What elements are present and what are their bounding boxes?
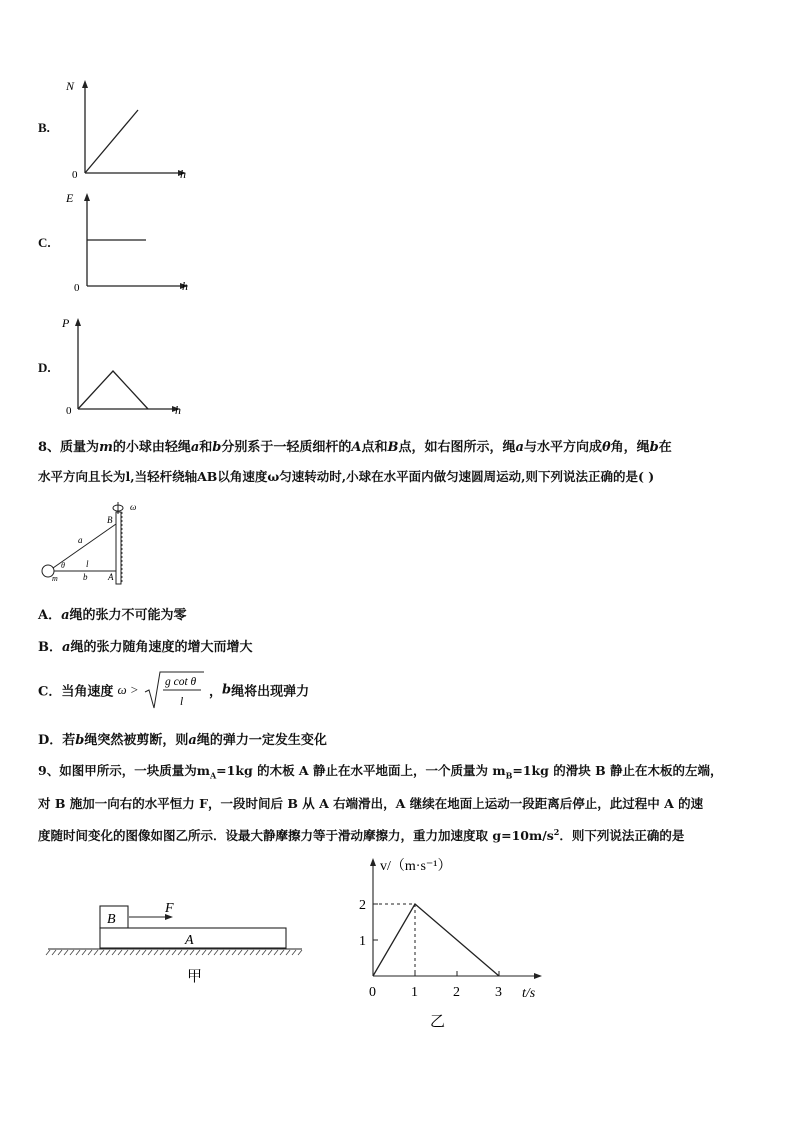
option-c-label: C.	[38, 235, 51, 250]
h-axis-label: h	[175, 403, 181, 417]
y-axis-arrow	[370, 858, 376, 866]
figure-jia-caption: 甲	[187, 969, 203, 985]
q8-option-a: A．a绳的张力不可能为零	[38, 608, 187, 623]
graph-p-vs-h	[58, 313, 198, 418]
y-tick-label: 1	[359, 934, 366, 949]
p-triangle	[78, 371, 148, 409]
svg-text:a: a	[78, 535, 83, 545]
q8-option-b: B．a绳的张力随角速度的增大而增大	[38, 640, 253, 655]
velocity-line	[373, 904, 499, 976]
svg-text:g cot θ: g cot θ	[164, 676, 197, 688]
svg-text:b: b	[83, 572, 88, 582]
board-a-label: A	[185, 933, 194, 948]
x-tick-label: 1	[411, 985, 418, 1000]
origin-label: 0	[72, 169, 78, 181]
svg-text:θ: θ	[61, 561, 65, 570]
x-axis-arrow	[534, 973, 542, 979]
q9-line1: 9、如图甲所示，一块质量为$m_A=1kg$ 的木板 A 静止在水平地面上，一个质量为 $m_B=1kg$ 的滑块 B 静止在木板的左端，	[38, 763, 723, 781]
y-tick-label: 2	[359, 898, 366, 913]
option-d-label: D.	[38, 360, 51, 375]
svg-text:l: l	[179, 696, 184, 708]
x-tick-label: 3	[495, 985, 502, 1000]
q8-option-d: D．若b绳突然被剪断，则a绳的弹力一定发生变化	[38, 733, 327, 748]
graph-e-vs-h	[62, 190, 202, 295]
svg-text:l: l	[86, 559, 89, 569]
option-b-label: B.	[38, 120, 50, 135]
q8-rod-figure	[38, 500, 168, 588]
svg-text:ω: ω	[130, 502, 137, 512]
q8-line1: 8、质量为m的小球由轻绳a和b分别系于一轻质细杆的A点和B点，如右图所示，绳a与水平方向成θ角，绳b在	[38, 440, 672, 455]
q9-figure-jia	[45, 895, 305, 985]
origin-label: 0	[66, 405, 72, 417]
graph-n-vs-h	[60, 78, 200, 183]
block-b-label: B	[107, 912, 116, 927]
x-tick-label: 0	[369, 985, 376, 1000]
x-axis-label: t/s	[522, 986, 536, 1001]
n-line	[85, 110, 138, 173]
q9-line3: 度随时间变化的图像如图乙所示．设最大静摩擦力等于滑动摩擦力，重力加速度取 $g=10m/s^2$．则下列说法正确的是	[38, 826, 685, 843]
ground-hatch	[46, 950, 302, 955]
q9-vt-chart	[352, 850, 562, 1030]
x-tick-label: 2	[453, 985, 460, 1000]
q8-option-c: C．当角速度 ω > g cot θ l ，b绳将出现弹力	[38, 668, 309, 712]
svg-text:A: A	[108, 572, 114, 582]
svg-text:m: m	[52, 574, 58, 583]
p-axis-label: P	[62, 316, 70, 330]
n-axis-label: N	[66, 79, 75, 93]
force-f-label: F	[165, 901, 174, 916]
h-axis-label: h	[182, 279, 188, 293]
q9-line2: 对 B 施加一向右的水平恒力 F，一段时间后 B 从 A 右端滑出，A 继续在地面上运动一段距离后停止，此过程中 A 的速	[38, 796, 704, 811]
origin-label: 0	[74, 282, 80, 294]
h-axis-label: h	[180, 167, 186, 181]
q8-line2: 水平方向且长为l,当轻杆绕轴AB以角速度ω匀速转动时,小球在水平面内做匀速圆周运动,则下列说法正确的是( )	[38, 469, 655, 484]
svg-text:B: B	[107, 515, 113, 525]
sqrt-expression	[143, 668, 205, 712]
figure-yi-caption: 乙	[430, 1014, 446, 1030]
y-axis-label: v/（m·s⁻¹）	[380, 859, 452, 874]
e-axis-label: E	[66, 191, 74, 205]
